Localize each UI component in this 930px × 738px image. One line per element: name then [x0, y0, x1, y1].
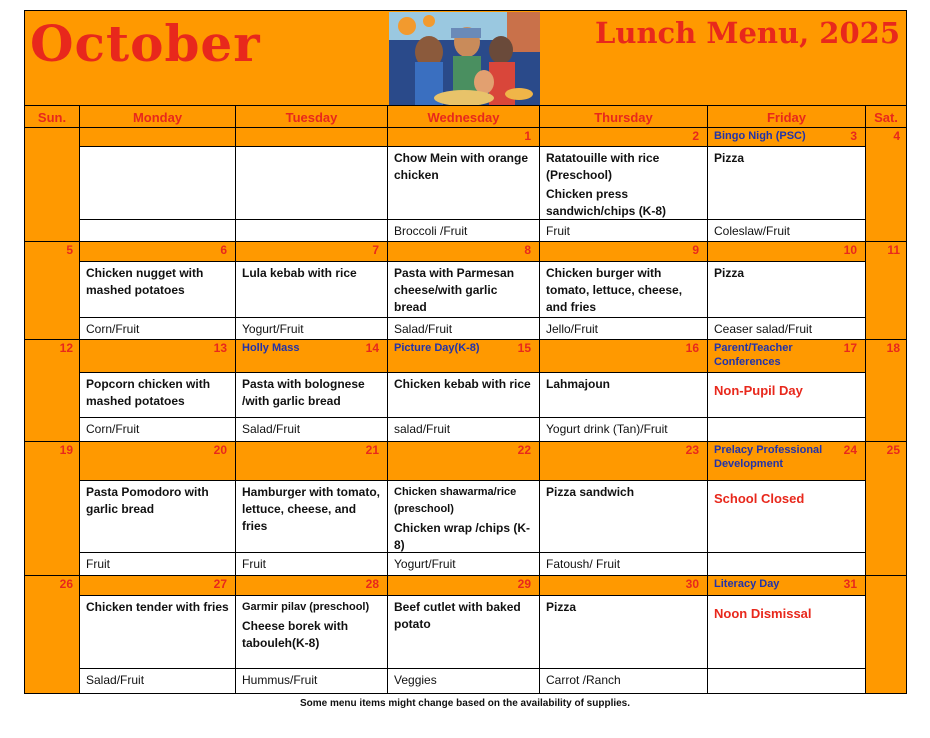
day-number: 4: [893, 129, 900, 143]
alert-notice: Non-Pupil Day: [714, 383, 803, 398]
day-number: 24: [843, 443, 857, 457]
day-number: 19: [59, 443, 73, 457]
side-cell: [540, 669, 708, 694]
day-number: 3: [850, 129, 857, 143]
day-number: 10: [843, 243, 857, 257]
side-cell: [708, 669, 866, 694]
day-number-cell: [540, 576, 708, 596]
meal-list: [388, 373, 539, 398]
day-header: Thursday: [540, 106, 708, 128]
meal-list: [80, 373, 235, 415]
side-dish: Salad/Fruit: [394, 322, 453, 336]
day-number: 8: [524, 243, 531, 257]
meal-list: [388, 147, 539, 189]
month-title: October: [30, 14, 261, 73]
event-label: Literacy Day: [714, 578, 780, 590]
day-number-cell: [80, 576, 236, 596]
meal-cell: [708, 147, 866, 220]
event-label: Picture Day(K-8): [394, 342, 480, 354]
day-number: 13: [213, 341, 227, 355]
side-dish: Yogurt/Fruit: [242, 322, 304, 336]
side-dish: [708, 553, 865, 561]
meal-cell: [80, 262, 236, 318]
meal-item: Pasta with bolognese /with garlic bread: [242, 377, 365, 408]
day-number-cell: [388, 128, 540, 147]
meal-list: [236, 596, 387, 657]
side-dish: Broccoli /Fruit: [394, 224, 468, 238]
day-number-cell: [388, 340, 540, 373]
side-cell: [80, 418, 236, 442]
side-cell: [388, 669, 540, 694]
meal-cell: [236, 262, 388, 318]
day-number: 1: [524, 129, 531, 143]
day-number-cell: [236, 340, 388, 373]
saturday-cell: [866, 128, 907, 242]
side-dish: Corn/Fruit: [86, 422, 140, 436]
side-dish: Jello/Fruit: [546, 322, 599, 336]
side-dish: Salad/Fruit: [86, 673, 145, 687]
day-number: 2: [692, 129, 699, 143]
day-number: 20: [213, 443, 227, 457]
side-cell: [236, 220, 388, 242]
day-number: 12: [59, 341, 73, 355]
meal-cell: [80, 373, 236, 418]
meal-list: [540, 481, 707, 506]
meal-list: [80, 262, 235, 304]
meal-cell: [388, 481, 540, 553]
day-number-cell: [540, 242, 708, 262]
meal-cell: [708, 262, 866, 318]
meal-list: [388, 481, 539, 553]
day-number: 17: [843, 341, 857, 355]
day-header: Wednesday: [388, 106, 540, 128]
meal-item: Pizza: [714, 151, 745, 165]
side-cell: [708, 220, 866, 242]
side-cell: [236, 669, 388, 694]
day-number: 15: [517, 341, 531, 355]
sunday-cell: [24, 340, 80, 442]
meal-cell: [388, 596, 540, 669]
day-header: Monday: [80, 106, 236, 128]
meal-list: [540, 373, 707, 398]
meal-list: [80, 596, 235, 621]
side-cell: [388, 418, 540, 442]
day-number-cell: [236, 242, 388, 262]
side-dish: Coleslaw/Fruit: [714, 224, 791, 238]
meal-item: Cheese borek with tabouleh(K-8): [242, 619, 349, 650]
meal-cell: [388, 262, 540, 318]
meal-item: Lula kebab with rice: [242, 266, 357, 280]
side-dish: Carrot /Ranch: [546, 673, 621, 687]
meal-item: Chicken burger with tomato, lettuce, cheese, and fries: [546, 266, 683, 314]
side-cell: [80, 318, 236, 340]
side-cell: [80, 220, 236, 242]
meal-cell: [236, 147, 388, 220]
day-number: 7: [372, 243, 379, 257]
day-number-cell: [708, 128, 866, 147]
side-cell: [80, 553, 236, 576]
day-number: 23: [685, 443, 699, 457]
saturday-cell: [866, 340, 907, 442]
meal-item: Pasta with Parmesan cheese/with garlic bread: [394, 266, 515, 314]
meal-item: Ratatouille with rice (Preschool): [546, 151, 660, 182]
day-number-cell: [708, 442, 866, 481]
meal-cell: [540, 481, 708, 553]
day-number: 16: [685, 341, 699, 355]
side-dish: [708, 418, 865, 426]
event-label: Holly Mass: [242, 342, 300, 354]
side-dish: [708, 669, 865, 677]
meal-item: Pasta Pomodoro with garlic bread: [86, 485, 209, 516]
side-cell: [708, 418, 866, 442]
saturday-cell: [866, 442, 907, 576]
side-dish: Corn/Fruit: [86, 322, 140, 336]
day-number: 5: [66, 243, 73, 257]
meal-cell: [388, 147, 540, 220]
alert-notice: School Closed: [714, 491, 805, 506]
meal-list: [236, 147, 387, 153]
meal-cell: [708, 481, 866, 553]
day-number-cell: [80, 340, 236, 373]
sunday-cell: [24, 128, 80, 242]
side-cell: [236, 418, 388, 442]
meal-item: Chicken press sandwich/chips (K-8): [546, 187, 667, 218]
day-number: 6: [220, 243, 227, 257]
side-cell: [540, 318, 708, 340]
day-number-cell: [236, 442, 388, 481]
meal-item: Pizza sandwich: [546, 485, 635, 499]
side-cell: [388, 220, 540, 242]
day-number-cell: [708, 576, 866, 596]
day-number-cell: [540, 442, 708, 481]
side-dish: Yogurt/Fruit: [394, 557, 456, 571]
event-label: Prelacy Professional Development: [714, 444, 823, 470]
day-number-cell: [80, 128, 236, 147]
day-number: 31: [843, 577, 857, 591]
meal-list: [80, 481, 235, 523]
day-number: 30: [685, 577, 699, 591]
side-cell: [708, 318, 866, 340]
day-number-cell: [540, 128, 708, 147]
day-number-cell: [236, 576, 388, 596]
day-header: Sun.: [24, 106, 80, 128]
day-header: Tuesday: [236, 106, 388, 128]
meal-cell: [236, 481, 388, 553]
event-label: Bingo Nigh (PSC): [714, 130, 806, 142]
saturday-cell: [866, 576, 907, 694]
meal-cell: [80, 147, 236, 220]
side-dish: Hummus/Fruit: [242, 673, 318, 687]
meal-cell: [540, 262, 708, 318]
meal-item: Chicken tender with fries: [86, 600, 229, 614]
event-label: Parent/Teacher Conferences: [714, 342, 793, 368]
meal-item: Chicken wrap /chips (K-8): [394, 521, 531, 552]
family-dinner-illustration: [389, 12, 540, 105]
meal-item: Beef cutlet with baked potato: [394, 600, 521, 631]
meal-item: Lahmajoun: [546, 377, 611, 391]
meal-cell: [236, 596, 388, 669]
side-cell: [388, 318, 540, 340]
meal-cell: [540, 596, 708, 669]
side-dish: [236, 220, 387, 228]
meal-list: [708, 147, 865, 172]
meal-item: Popcorn chicken with mashed potatoes: [86, 377, 211, 408]
day-number: 22: [517, 443, 531, 457]
menu-title: Lunch Menu, 2025: [594, 16, 900, 50]
meal-cell: [80, 481, 236, 553]
meal-item: Chicken nugget with mashed potatoes: [86, 266, 204, 297]
side-dish: [80, 220, 235, 228]
side-cell: [388, 553, 540, 576]
side-cell: [236, 553, 388, 576]
side-cell: [236, 318, 388, 340]
saturday-cell: [866, 242, 907, 340]
side-dish: Veggies: [394, 673, 437, 687]
meal-list: [236, 373, 387, 415]
meal-list: [708, 262, 865, 287]
day-number: 29: [517, 577, 531, 591]
day-number-cell: [388, 576, 540, 596]
day-number: 27: [213, 577, 227, 591]
side-dish: Fruit: [546, 224, 570, 238]
day-number-cell: [540, 340, 708, 373]
day-number: 25: [886, 443, 900, 457]
meal-cell: [236, 373, 388, 418]
side-cell: [540, 220, 708, 242]
meal-item: Chicken kebab with rice: [394, 377, 531, 391]
meal-list: [236, 262, 387, 287]
side-cell: [80, 669, 236, 694]
meal-list: [540, 262, 707, 318]
day-number-cell: [708, 340, 866, 373]
day-header: Friday: [708, 106, 866, 128]
meal-list: [388, 596, 539, 638]
day-header: Sat.: [866, 106, 907, 128]
sunday-cell: [24, 442, 80, 576]
sunday-cell: [24, 242, 80, 340]
meal-item: Chicken shawarma/rice (preschool): [394, 486, 517, 515]
day-number: 11: [887, 243, 900, 257]
day-number-cell: [388, 242, 540, 262]
meal-cell: [540, 147, 708, 220]
alert-notice: Noon Dismissal: [714, 606, 812, 621]
side-dish: Fruit: [242, 557, 266, 571]
day-number-cell: [708, 242, 866, 262]
day-number-cell: [80, 242, 236, 262]
meal-item: Garmir pilav (preschool): [242, 601, 370, 613]
day-number-cell: [236, 128, 388, 147]
meal-cell: [540, 373, 708, 418]
sunday-cell: [24, 576, 80, 694]
side-cell: [708, 553, 866, 576]
meal-cell: [388, 373, 540, 418]
meal-cell: [708, 373, 866, 418]
day-number-cell: [80, 442, 236, 481]
meal-cell: [80, 596, 236, 669]
meal-list: [80, 147, 235, 153]
meal-item: Chow Mein with orange chicken: [394, 151, 528, 182]
day-number: 28: [365, 577, 379, 591]
day-number-cell: [388, 442, 540, 481]
side-dish: salad/Fruit: [394, 422, 451, 436]
day-number: 26: [59, 577, 73, 591]
day-number: 18: [886, 341, 900, 355]
side-dish: Yogurt drink (Tan)/Fruit: [546, 422, 668, 436]
meal-list: [540, 147, 707, 220]
side-cell: [540, 418, 708, 442]
meal-list: [236, 481, 387, 540]
meal-item: Pizza: [714, 266, 745, 280]
meal-item: Pizza: [546, 600, 577, 614]
footer-note: Some menu items might change based on the availability of supplies.: [299, 698, 631, 709]
meal-list: [540, 596, 707, 621]
side-dish: Salad/Fruit: [242, 422, 301, 436]
day-number: 9: [692, 243, 699, 257]
side-dish: Fatoush/ Fruit: [546, 557, 621, 571]
meal-cell: [708, 596, 866, 669]
meal-list: [388, 262, 539, 318]
day-number: 21: [365, 443, 379, 457]
side-cell: [540, 553, 708, 576]
side-dish: Fruit: [86, 557, 110, 571]
side-dish: Ceaser salad/Fruit: [714, 322, 813, 336]
day-number: 14: [365, 341, 379, 355]
meal-item: Hamburger with tomato, lettuce, cheese, and fries: [242, 485, 381, 533]
